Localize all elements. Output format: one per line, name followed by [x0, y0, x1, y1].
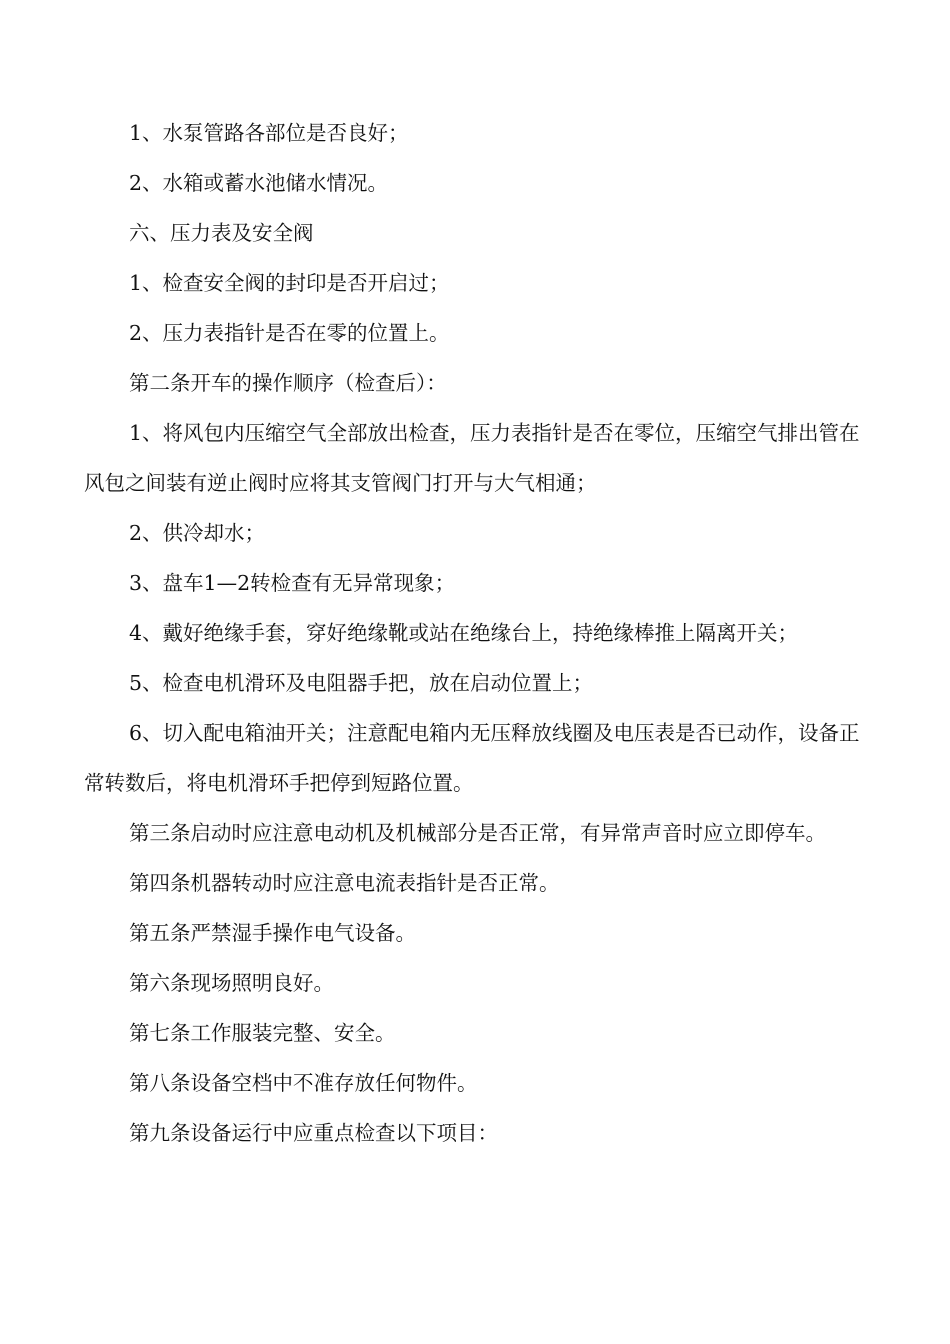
list-item-insulation: 4、戴好绝缘手套，穿好绝缘靴或站在绝缘台上，持绝缘棒推上隔离开关；	[129, 621, 799, 645]
article-4: 第四条机器转动时应注意电流表指针是否正常。	[129, 871, 560, 895]
article-6: 第六条现场照明良好。	[129, 971, 334, 995]
document-body	[84, 108, 874, 1158]
section-heading-pressure-gauge: 六、压力表及安全阀	[129, 221, 314, 245]
list-item-gauge-pointer: 2、压力表指针是否在零的位置上。	[129, 321, 450, 345]
article-5: 第五条严禁湿手操作电气设备。	[129, 921, 416, 945]
article-7: 第七条工作服装完整、安全。	[129, 1021, 396, 1045]
list-item-safety-valve-seal: 1、检查安全阀的封印是否开启过；	[129, 271, 450, 295]
list-item-switch-on: 6、切入配电箱油开关；注意配电箱内无压释放线圈及电压表是否已动作，设备正常转数后，将电机滑环手把停到短路位置。	[84, 721, 860, 795]
list-item-release-air: 1、将风包内压缩空气全部放出检查，压力表指针是否在零位，压缩空气排出管在风包之间装有逆止阀时应将其支管阀门打开与大气相通；	[84, 421, 860, 495]
list-item-cooling-water: 2、供冷却水；	[129, 521, 266, 545]
article-8: 第八条设备空档中不准存放任何物件。	[129, 1071, 478, 1095]
article-9: 第九条设备运行中应重点检查以下项目：	[129, 1121, 498, 1145]
list-item-slip-ring: 5、检查电机滑环及电阻器手把，放在启动位置上；	[129, 671, 594, 695]
article-3: 第三条启动时应注意电动机及机械部分是否正常，有异常声音时应立即停车。	[129, 821, 826, 845]
article-2-heading: 第二条开车的操作顺序（检查后）：	[129, 371, 447, 395]
list-item-turn-crank: 3、盘车1—2转检查有无异常现象；	[129, 571, 456, 595]
list-item-water-tank: 2、水箱或蓄水池储水情况。	[129, 171, 389, 195]
list-item-pump-pipeline: 1、水泵管路各部位是否良好；	[129, 121, 409, 145]
